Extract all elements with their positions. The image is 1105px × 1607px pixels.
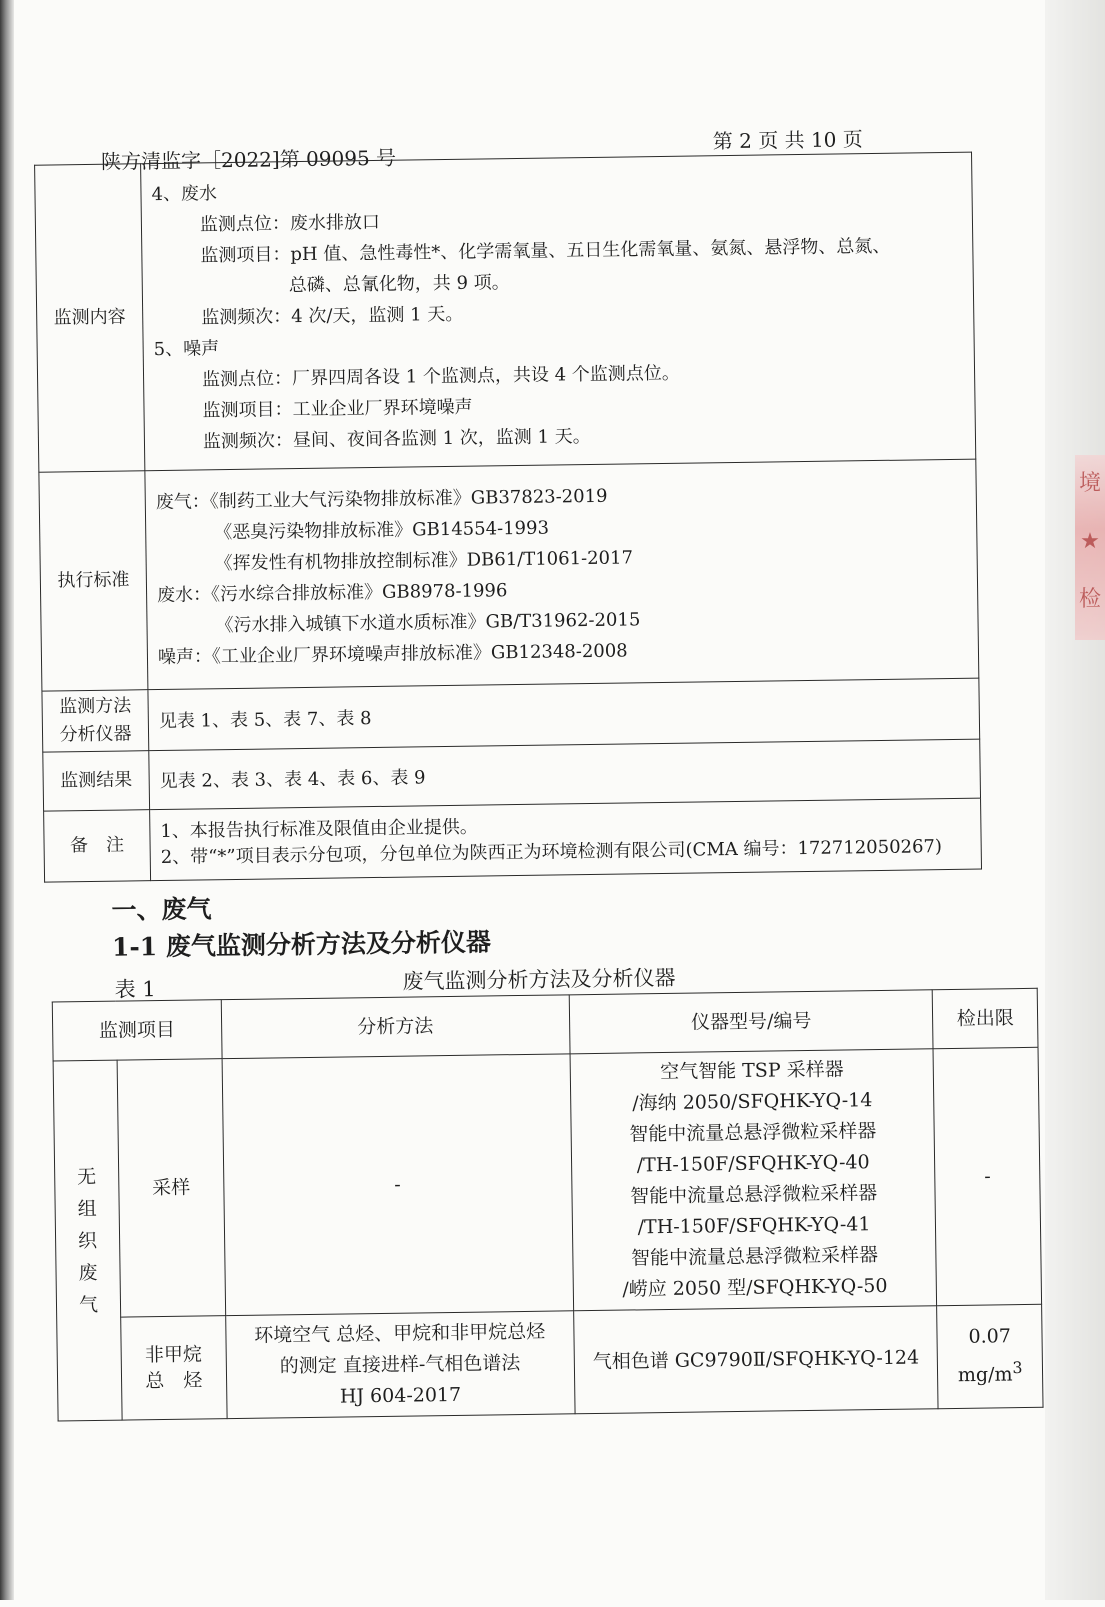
method-line: 环境空气 总烃、甲烷和非甲烷总烃	[253, 1320, 546, 1347]
content-label: 监测内容	[35, 164, 145, 472]
instrument-cell: 气相色谱 GC9790Ⅱ/SFQHK-YQ-124	[573, 1306, 938, 1414]
noise-point: 监测点位：厂界四周各设 1 个监测点，共设 4 个监测点位。	[201, 362, 680, 390]
header-limit: 检出限	[933, 988, 1038, 1048]
table-caption: 废气监测分析方法及分析仪器	[402, 965, 676, 994]
instrument-line: /崂应 2050 型/SFQHK-YQ-50	[622, 1274, 888, 1301]
method-cell	[225, 1311, 575, 1419]
item-cell	[121, 1316, 227, 1420]
method-label-line1: 监测方法	[59, 695, 132, 718]
analysis-method-table	[52, 988, 1044, 1422]
standard-line: 《挥发性有机物排放控制标准》DB61/T1061-2017	[214, 547, 634, 575]
limit-unit	[939, 1352, 1041, 1392]
item-cell: 采样	[117, 1059, 225, 1317]
standard-line: 《恶臭污染物排放标准》GB14554-1993	[214, 517, 550, 544]
group-char: 废	[78, 1261, 98, 1284]
instrument-cell	[570, 1049, 937, 1311]
standards-label: 执行标准	[39, 471, 148, 691]
table-row	[57, 1304, 1043, 1421]
table-row	[53, 1047, 1041, 1318]
page-info: 第 2 页 共 10 页	[712, 127, 863, 154]
content-row	[35, 152, 976, 472]
remarks-label: 备 注	[44, 810, 151, 882]
standards-cell	[145, 459, 979, 690]
instrument-line: 智能中流量总悬浮微粒采样器	[629, 1182, 878, 1208]
method-value: 见表 1、表 5、表 7、表 8	[148, 678, 980, 751]
noise-title: 5、噪声	[153, 337, 220, 360]
standard-line: 废水：《污水综合排放标准》GB8978-1996	[156, 580, 508, 607]
item-line: 非甲烷	[144, 1343, 203, 1367]
limit-cell	[937, 1304, 1043, 1408]
remarks-row	[44, 798, 982, 882]
wastewater-point: 监测点位：废水排放口	[199, 211, 381, 235]
standard-line: 噪声：《工业企业厂界环境噪声排放标准》GB12348-2008	[157, 640, 628, 669]
header-item: 监测项目	[52, 1000, 221, 1061]
instrument-line: 空气智能 TSP 采样器	[659, 1058, 844, 1084]
remarks-cell	[150, 798, 982, 881]
limit-unit-exp: 3	[1012, 1358, 1023, 1378]
info-table	[34, 152, 982, 883]
group-char: 组	[77, 1197, 97, 1220]
instrument-line: /TH-150F/SFQHK-YQ-41	[637, 1213, 871, 1239]
limit-cell: -	[933, 1047, 1041, 1305]
method-line: HJ 604-2017	[339, 1383, 462, 1408]
result-label: 监测结果	[43, 751, 150, 811]
table-label: 表 1	[114, 977, 156, 1002]
instrument-line: 智能中流量总悬浮微粒采样器	[630, 1244, 879, 1270]
limit-value: 0.07	[968, 1325, 1012, 1349]
method-label	[42, 690, 149, 752]
group-cell	[53, 1060, 122, 1421]
method-label-line2: 分析仪器	[59, 723, 132, 746]
standard-line: 废气：《制药工业大气污染物排放标准》GB37823-2019	[155, 485, 608, 514]
wastewater-title: 4、废水	[151, 182, 218, 205]
wastewater-items: 监测项目：pH 值、急性毒性*、化学需氧量、五日生化需氧量、氨氮、悬浮物、总氮、	[200, 235, 891, 266]
standards-row	[39, 459, 979, 691]
standard-line: 《污水排入城镇下水道水质标准》GB/T31962-2015	[215, 609, 641, 637]
remark-line: 1、本报告执行标准及限值由企业提供。	[160, 816, 478, 843]
noise-freq: 监测频次：昼间、夜间各监测 1 次，监测 1 天。	[202, 425, 591, 452]
group-char: 织	[77, 1229, 98, 1252]
group-char: 气	[78, 1293, 99, 1316]
item-line: 总 烃	[145, 1369, 203, 1393]
method-line: 的测定 直接进样-气相色谱法	[279, 1351, 521, 1377]
subsection-heading: 1-1 废气监测分析方法及分析仪器	[111, 927, 492, 962]
noise-item: 监测项目：工业企业厂界环境噪声	[202, 396, 473, 421]
limit-unit-base: mg/m	[957, 1363, 1013, 1387]
header-instrument: 仪器型号/编号	[569, 990, 933, 1054]
instrument-line: 智能中流量总悬浮微粒采样器	[629, 1120, 877, 1146]
section-heading: 一、废气	[111, 894, 212, 925]
instrument-line: /海纳 2050/SFQHK-YQ-14	[632, 1089, 873, 1115]
group-char: 无	[77, 1165, 97, 1188]
red-stamp-fragment: 境 ★ 检	[1075, 455, 1105, 640]
result-value: 见表 2、表 3、表 4、表 6、表 9	[149, 739, 981, 810]
header-method: 分析方法	[221, 995, 570, 1059]
report-number: 陕方清监字［2022]第 09095 号	[100, 145, 397, 174]
wastewater-freq: 监测频次：4 次/天，监测 1 天。	[201, 303, 464, 328]
wastewater-items-cont: 总磷、总氰化物，共 9 项。	[288, 271, 510, 296]
remark-line: 2、带“*”项目表示分包项，分包单位为陕西正为环境检测有限公司(CMA 编号：172712050267)	[160, 836, 943, 869]
content-cell	[141, 152, 976, 471]
instrument-line: /TH-150F/SFQHK-YQ-40	[636, 1151, 870, 1177]
method-cell: -	[222, 1054, 574, 1316]
